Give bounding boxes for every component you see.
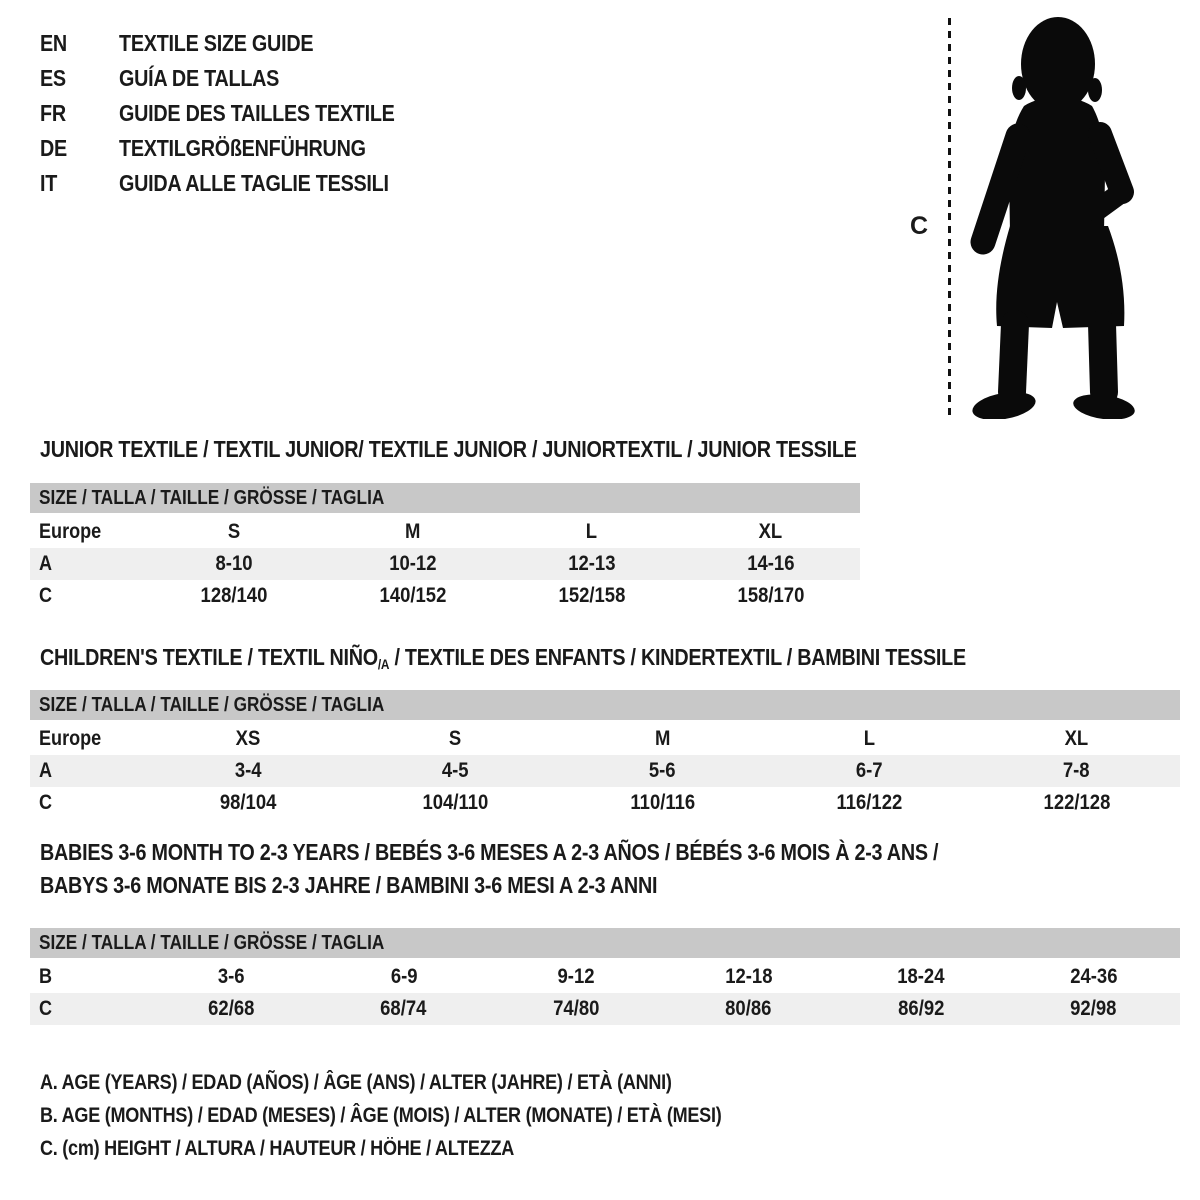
language-title [119,100,440,127]
size-column-header [973,727,1180,751]
size-column-text: M [654,727,671,750]
value-text: 122/128 [1043,791,1110,814]
children-section-heading [40,641,1117,681]
value-text: 12-18 [725,965,773,988]
junior-table-size-header [30,483,860,513]
children-row-age [30,755,1180,787]
value-cell [973,759,1180,783]
value-cell [145,997,318,1021]
children-heading-pre: CHILDREN'S TEXTILE / TEXTIL NIÑO [40,644,378,670]
language-title-text: GUIDA ALLE TAGLIE TESSILI [119,170,389,196]
size-column-header [681,520,860,544]
size-header-text: SIZE / TALLA / TAILLE / GRÖSSE / TAGLIA [39,486,385,509]
language-row-it [40,166,440,201]
footnote-text: B. AGE (MONTHS) / EDAD (MESES) / ÂGE (MOIS) / ALTER (MONATE) / ETÀ (MESI) [40,1104,722,1127]
children-size-table [30,690,1180,819]
language-title-text: GUIDE DES TAILLES TEXTILE [119,100,395,126]
language-title-text: TEXTILE SIZE GUIDE [119,30,314,56]
language-title [119,30,345,57]
language-code-text: ES [40,65,66,91]
size-header-text: SIZE / TALLA / TAILLE / GRÖSSE / TAGLIA [39,931,385,954]
footnote-age-months [40,1099,832,1132]
children-table-size-header [30,690,1180,720]
value-text: 3-4 [235,759,262,782]
size-column-header [145,520,324,544]
babies-heading-line1: BABIES 3-6 MONTH TO 2-3 YEARS / BEBÉS 3-6 MESES A 2-3 AÑOS / BÉBÉS 3-6 MOIS À 2-3 ANS / [40,839,939,865]
region-label-text: Europe [39,520,102,543]
language-title [119,170,433,197]
junior-row-age [30,548,860,580]
babies-section-heading [40,836,1085,902]
language-code [40,100,119,127]
value-cell [663,965,836,989]
size-header-text: SIZE / TALLA / TAILLE / GRÖSSE / TAGLIA [39,693,385,716]
junior-row-height [30,580,860,612]
children-row-height [30,787,1180,819]
size-column-header [559,727,766,751]
value-text: 5-6 [649,759,676,782]
value-text: 98/104 [220,791,277,814]
language-row-fr [40,96,440,131]
size-column-text: M [405,520,421,543]
size-column-text: XL [1064,727,1089,750]
value-cell [559,791,766,815]
value-cell [835,997,1008,1021]
children-heading-text [40,641,966,681]
height-measure-dashed-line [948,18,951,416]
value-cell [145,791,352,815]
value-cell [490,965,663,989]
language-code [40,30,119,57]
language-title-text: GUÍA DE TALLAS [119,65,280,91]
value-cell [145,965,318,989]
size-column-header [145,727,352,751]
row-label [30,791,145,815]
value-cell [324,584,503,608]
value-text: 110/116 [630,791,695,814]
babies-table-size-header [30,928,1180,958]
value-text: 10-12 [389,552,437,575]
value-cell [352,759,559,783]
size-column-header [503,520,682,544]
footnotes [40,1066,832,1165]
value-text: 116/122 [836,791,903,814]
children-heading-sub: /A [377,656,390,672]
value-cell [318,997,491,1021]
region-label [30,727,145,751]
language-code [40,170,119,197]
value-cell [324,552,503,576]
value-cell [681,552,860,576]
language-title [119,135,406,162]
region-label [30,520,145,544]
value-text: 80/86 [725,997,772,1020]
row-label-text: A [39,552,53,575]
babies-row-months [30,961,1180,993]
value-cell [145,759,352,783]
row-label-text: B [39,965,53,988]
row-label [30,759,145,783]
value-cell [1008,997,1181,1021]
junior-heading-text: JUNIOR TEXTILE / TEXTIL JUNIOR/ TEXTILE JUNIOR / JUNIORTEXTIL / JUNIOR TESSILE [40,436,857,462]
value-text: 128/140 [200,584,268,607]
language-row-de [40,131,440,166]
value-text: 152/158 [558,584,626,607]
language-code-text: FR [40,100,66,126]
language-title-text: TEXTILGRÖßENFÜHRUNG [119,135,366,161]
size-column-text: XL [758,520,783,543]
row-label-text: C [39,997,53,1020]
language-code-text: DE [40,135,67,161]
value-text: 18-24 [897,965,945,988]
value-cell [835,965,1008,989]
size-column-header [324,520,503,544]
value-text: 140/152 [379,584,447,607]
children-columns-row [30,723,1180,755]
babies-size-table [30,928,1180,1025]
value-cell [973,791,1180,815]
language-code [40,65,119,92]
value-text: 86/92 [898,997,945,1020]
language-title [119,65,305,92]
value-text: 4-5 [442,759,469,782]
size-column-text: S [449,727,462,750]
size-column-header [352,727,559,751]
value-cell [766,791,973,815]
value-cell [503,552,682,576]
row-label [30,552,145,576]
value-text: 6-7 [856,759,883,782]
language-code [40,135,119,162]
value-cell [490,997,663,1021]
row-label-text: A [39,759,53,782]
value-cell [559,759,766,783]
value-text: 8-10 [215,552,253,575]
language-list [40,26,440,201]
value-text: 14-16 [746,552,795,575]
junior-section-heading [40,433,990,466]
footnote-height-cm [40,1132,832,1165]
value-text: 92/98 [1070,997,1117,1020]
size-column-header [766,727,973,751]
row-label [30,584,145,608]
value-text: 12-13 [568,552,616,575]
language-row-es [40,61,440,96]
language-code-text: IT [40,170,58,196]
size-column-text: S [228,520,241,543]
children-heading-post: / TEXTILE DES ENFANTS / KINDERTEXTIL / BAMBINI TESSILE [389,644,966,670]
junior-columns-row [30,516,860,548]
row-label-text: C [39,584,53,607]
value-text: 24-36 [1070,965,1118,988]
footnote-text: A. AGE (YEARS) / EDAD (AÑOS) / ÂGE (ANS) / ALTER (JAHRE) / ETÀ (ANNI) [40,1071,672,1094]
footnote-age-years [40,1066,832,1099]
value-cell [503,584,682,608]
value-cell [145,552,324,576]
junior-size-table [30,483,860,612]
region-label-text: Europe [39,727,102,750]
value-text: 158/170 [737,584,805,607]
value-cell [663,997,836,1021]
value-text: 9-12 [557,965,595,988]
row-label [30,997,145,1021]
value-text: 6-9 [390,965,418,988]
value-cell [1008,965,1181,989]
size-column-text: L [586,520,598,543]
value-text: 3-6 [217,965,245,988]
row-label-text: C [39,791,53,814]
language-code-text: EN [40,30,67,56]
value-text: 62/68 [208,997,255,1020]
row-label [30,965,145,989]
value-cell [681,584,860,608]
value-cell [145,584,324,608]
size-column-text: XS [236,727,261,750]
value-text: 7-8 [1063,759,1090,782]
value-cell [352,791,559,815]
toddler-silhouette [962,14,1137,419]
language-row-en [40,26,440,61]
value-text: 68/74 [380,997,427,1020]
babies-row-height [30,993,1180,1025]
value-text: 74/80 [553,997,600,1020]
height-measure-label: C [910,212,929,240]
babies-heading-line2: BABYS 3-6 MONATE BIS 2-3 JAHRE / BAMBINI 3-6 MESI A 2-3 ANNI [40,872,658,898]
size-column-text: L [863,727,876,750]
footnote-text: C. (cm) HEIGHT / ALTURA / HAUTEUR / HÖHE / ALTEZZA [40,1137,515,1160]
value-cell [318,965,491,989]
value-cell [766,759,973,783]
value-text: 104/110 [422,791,489,814]
